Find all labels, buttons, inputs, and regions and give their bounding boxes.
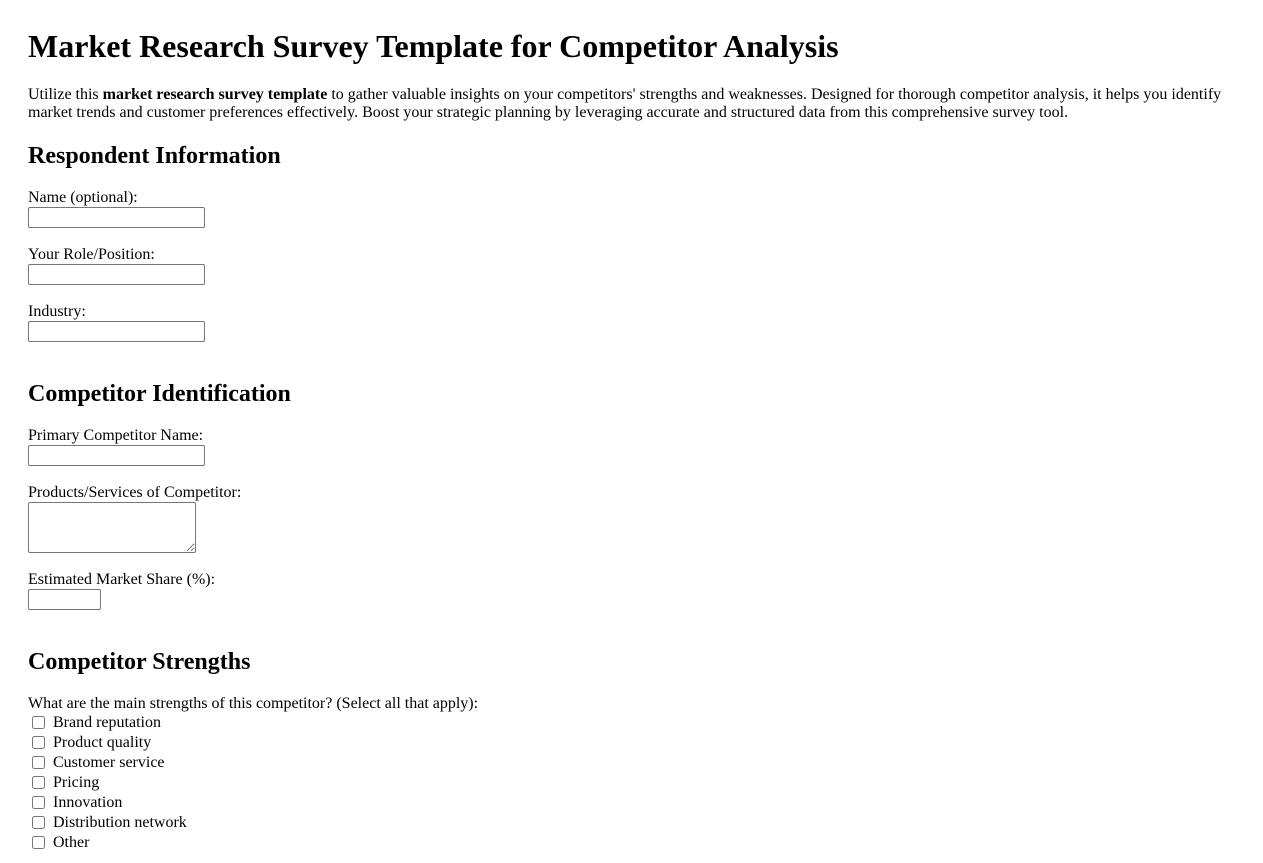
- distribution-network-label: Distribution network: [53, 814, 187, 831]
- strengths-checklist: [28, 713, 187, 853]
- pricing-label: Pricing: [53, 774, 100, 791]
- strength-option-pricing[interactable]: [28, 773, 187, 793]
- customer-service-label: Customer service: [53, 754, 165, 771]
- product-quality-label: Product quality: [53, 734, 152, 751]
- strength-option-brand-reputation[interactable]: [28, 713, 187, 733]
- role-input[interactable]: [28, 264, 205, 285]
- intro-text-end: to gather valuable insights on your competitors' strengths and weaknesses. Designed for thorough competitor analysis, it helps you identify market trends and customer preferences effectively. Boost your strategic planning by leveraging accurate and structured data from this comprehensive survey tool.: [28, 86, 1222, 121]
- strength-option-innovation[interactable]: [28, 793, 187, 813]
- strength-option-distribution-network[interactable]: [28, 813, 187, 833]
- section-heading-respondent: Respondent Information: [28, 143, 281, 169]
- brand-reputation-label: Brand reputation: [53, 714, 161, 731]
- strengths-question: What are the main strengths of this competitor? (Select all that apply):: [28, 695, 479, 712]
- products-services-textarea[interactable]: [28, 502, 196, 553]
- intro-text-start: Utilize this: [28, 86, 103, 103]
- brand-reputation-checkbox[interactable]: [32, 716, 45, 729]
- intro-bold-keyword: market research survey template: [102, 86, 328, 103]
- innovation-label: Innovation: [53, 794, 123, 811]
- primary-competitor-input[interactable]: [28, 445, 205, 466]
- market-share-label: Estimated Market Share (%):: [28, 571, 216, 588]
- other-checkbox[interactable]: [32, 836, 45, 849]
- primary-competitor-label: Primary Competitor Name:: [28, 427, 204, 444]
- pricing-checkbox[interactable]: [32, 776, 45, 789]
- market-share-input[interactable]: [28, 589, 101, 610]
- other-label: Other: [53, 834, 90, 851]
- products-services-label: Products/Services of Competitor:: [28, 484, 242, 501]
- page-title: Market Research Survey Template for Competitor Analysis: [28, 28, 839, 64]
- strength-option-other[interactable]: [28, 833, 187, 853]
- product-quality-checkbox[interactable]: [32, 736, 45, 749]
- section-heading-strengths: Competitor Strengths: [28, 649, 251, 675]
- name-label: Name (optional):: [28, 189, 138, 206]
- name-input[interactable]: [28, 207, 205, 228]
- distribution-network-checkbox[interactable]: [32, 816, 45, 829]
- innovation-checkbox[interactable]: [32, 796, 45, 809]
- intro-paragraph: [28, 86, 1238, 122]
- customer-service-checkbox[interactable]: [32, 756, 45, 769]
- strength-option-product-quality[interactable]: [28, 733, 187, 753]
- section-heading-competitor: Competitor Identification: [28, 381, 291, 407]
- role-label: Your Role/Position:: [28, 246, 155, 263]
- industry-label: Industry:: [28, 303, 86, 320]
- strength-option-customer-service[interactable]: [28, 753, 187, 773]
- industry-input[interactable]: [28, 321, 205, 342]
